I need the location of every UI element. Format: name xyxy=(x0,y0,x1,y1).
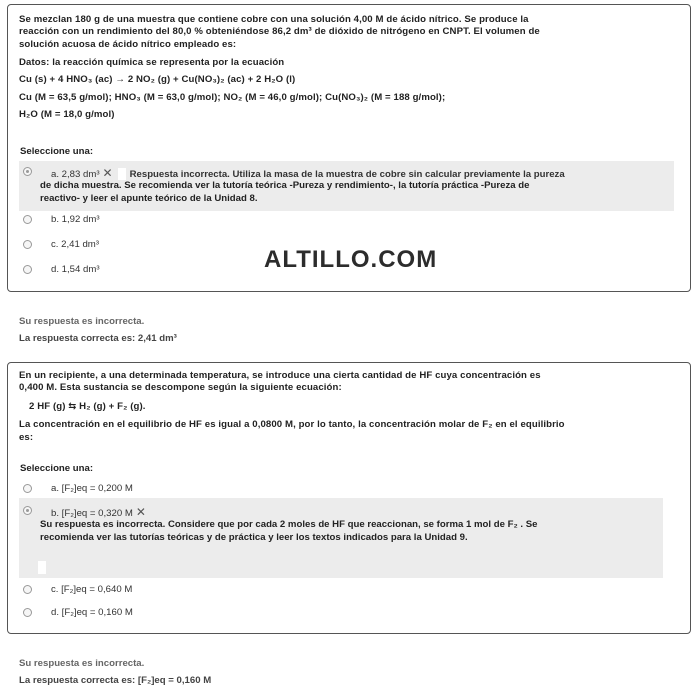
q2-feedback-line-1: Su respuesta es incorrecta. Considere que por cada 2 moles de HF que reaccionan, se forma 1 mol de F₂ . Se xyxy=(40,519,538,530)
q1-radio-a[interactable] xyxy=(23,167,32,176)
q2-option-a[interactable] xyxy=(19,480,680,500)
q1-option-a-label: a. 2,83 dm³ xyxy=(51,169,100,180)
q2-option-a-label: a. [F₂]eq = 0,200 M xyxy=(51,483,133,494)
q2-correct-answer: La respuesta correcta es: [F₂]eq = 0,160 M xyxy=(19,675,212,686)
q1-feedback-line-1: Respuesta incorrecta. Utiliza la masa de la muestra de cobre sin calcular previamente la pureza xyxy=(129,169,565,180)
question-1-line-1: Se mezclan 180 g de una muestra que contiene cobre con una solución 4,00 M de ácido nítrico. Se produce la xyxy=(19,14,529,25)
question-2-line-4: es: xyxy=(19,431,34,443)
q1-option-d-label: d. 1,54 dm³ xyxy=(51,264,100,275)
data-intro: Datos: la reacción química se representa por la ecuación xyxy=(19,57,285,68)
q1-radio-d[interactable] xyxy=(23,265,32,274)
question-1-text xyxy=(19,14,680,51)
q1-option-b[interactable] xyxy=(19,211,680,231)
q2-option-d-label: d. [F₂]eq = 0,160 M xyxy=(51,607,133,618)
question-2-text xyxy=(19,370,680,444)
q1-feedback xyxy=(40,180,529,205)
select-one-label: Seleccione una: xyxy=(20,463,94,474)
q1-result-status: Su respuesta es incorrecta. xyxy=(19,316,145,327)
question-2-card xyxy=(7,362,691,634)
question-1-line-3: solución acuosa de ácido nítrico empleado es: xyxy=(19,38,237,50)
incorrect-x-icon: ✕ xyxy=(102,166,113,180)
q1-feedback-line-3: reactivo- y leer el apunte teórico de la Unidad 8. xyxy=(40,192,258,204)
q1-feedback-line-2: de dicha muestra. Se recomienda ver la tutoría teórica -Pureza y rendimiento-, la tutoría práctica -Pureza de xyxy=(40,180,530,191)
q2-result-status: Su respuesta es incorrecta. xyxy=(19,658,145,669)
q2-radio-c[interactable] xyxy=(23,585,32,594)
q2-option-c[interactable] xyxy=(19,581,680,601)
q1-result xyxy=(19,313,177,347)
select-one-label: Seleccione una: xyxy=(20,146,94,157)
incorrect-x-icon: ✕ xyxy=(135,505,146,519)
q1-radio-c[interactable] xyxy=(23,240,32,249)
feedback-gap xyxy=(38,561,46,574)
q2-option-c-label: c. [F₂]eq = 0,640 M xyxy=(51,584,133,595)
question-2-line-1: En un recipiente, a una determinada temperatura, se introduce una cierta cantidad de HF cuya concentración es xyxy=(19,370,541,381)
decomposition-equation: 2 HF (g) ⇆ H₂ (g) + F₂ (g). xyxy=(29,400,146,412)
q1-option-c-label: c. 2,41 dm³ xyxy=(51,239,99,250)
molar-masses-line-1: Cu (M = 63,5 g/mol); HNO₃ (M = 63,0 g/mol); NO₂ (M = 46,0 g/mol); Cu(NO₃)₂ (M = 188 g/mol); xyxy=(19,91,446,103)
feedback-gap xyxy=(118,168,126,180)
reaction-equation: Cu (s) + 4 HNO₃ (ac) → 2 NO₂ (g) + Cu(NO₃)₂ (ac) + 2 H₂O (l) xyxy=(19,74,296,86)
question-2-line-3: La concentración en el equilibrio de HF es igual a 0,0800 M, por lo tanto, la concentración molar de F₂ en el equilibrio xyxy=(19,419,565,431)
q1-radio-b[interactable] xyxy=(23,215,32,224)
question-2-line-2: 0,400 M. Esta sustancia se descompone según la siguiente ecuación: xyxy=(19,382,342,394)
q2-option-d[interactable] xyxy=(19,604,680,624)
q2-radio-a[interactable] xyxy=(23,484,32,493)
q2-option-b-label: b. [F₂]eq = 0,320 M xyxy=(51,508,133,519)
watermark-logo: ALTILLO.COM xyxy=(264,246,438,273)
q2-radio-b[interactable] xyxy=(23,506,32,515)
question-1-line-2: reacción con un rendimiento del 80,0 % obteniéndose 86,2 dm³ de dióxido de nitrógeno en CNPT. El volumen de xyxy=(19,26,540,38)
q1-option-b-label: b. 1,92 dm³ xyxy=(51,214,100,225)
molar-masses-line-2: H₂O (M = 18,0 g/mol) xyxy=(19,109,115,121)
question-1-data xyxy=(19,57,680,122)
q2-result xyxy=(19,655,211,689)
q2-radio-d[interactable] xyxy=(23,608,32,617)
q2-feedback xyxy=(40,519,537,544)
q2-feedback-line-2: recomienda ver las tutorías teóricas y de práctica y leer los textos indicados para la Unidad 9. xyxy=(40,531,468,543)
q1-correct-answer: La respuesta correcta es: 2,41 dm³ xyxy=(19,333,177,344)
